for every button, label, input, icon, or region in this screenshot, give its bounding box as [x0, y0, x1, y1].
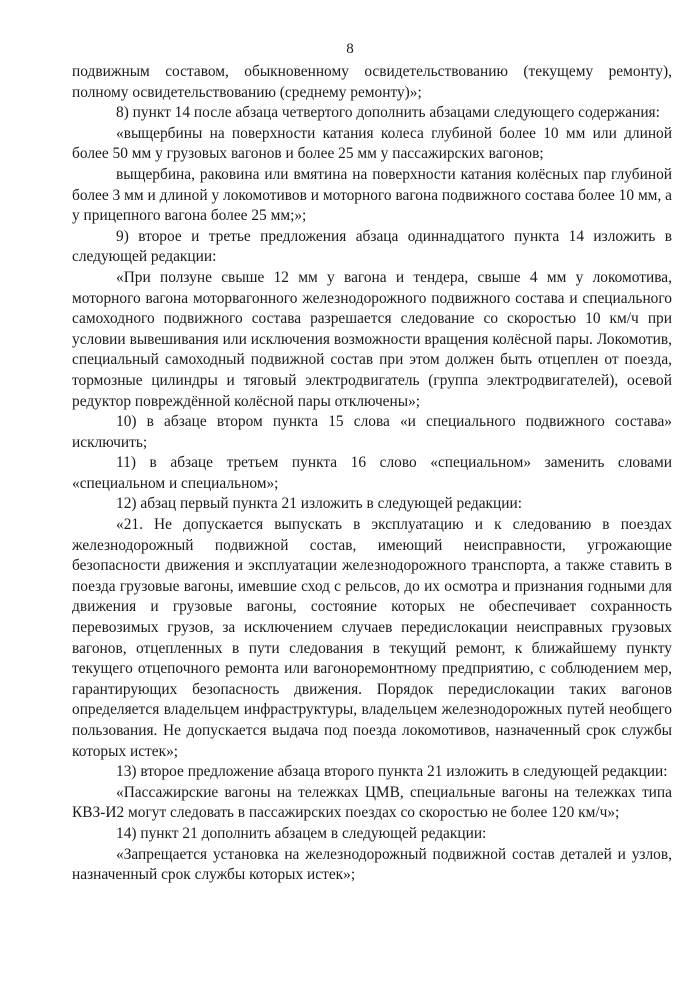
paragraph-quote-21: «21. Не допускается выпускать в эксплуатацию и к следованию в поездах железнодорожный подвижной состав, имеющий неисправности, угрожающие безопасности движения и эксплуатации железнодорожного транспорта, а также ставить в поезда грузовые вагоны, имевшие сход с рельсов, до их осмотра и признания годными для движения и грузовые вагоны, состояние которых не обеспечивает сохранность перевозимых грузов, за исключением случаев передислокации неисправных грузовых вагонов, отцепленных в пути следования в текущий ремонт, к ближайшему пункту текущего отцепочного ремонта или вагоноремонтному предприятию, с соблюдением мер, гарантирующих безопасность движения. Порядок передислокации таких вагонов определяется владельцем инфраструктуры, владельцем железнодорожных путей необщего пользования. Не допускается выдача под поезда локомотивов, назначенный срок службы которых истек»;: [72, 516, 672, 760]
paragraph-item-8: 8) пункт 14 после абзаца четвертого дополнить абзацами следующего содержания:: [116, 104, 660, 122]
paragraph-quote-slider: «При ползуне свыше 12 мм у вагона и тендера, свыше 4 мм у локомотива, моторного вагона моторвагонного железнодорожного подвижного состава и специального самоходного подвижного состава разрешается следование со скоростью 10 км/ч при условии вывешивания или исключения возможности вращения колёсной пары. Локомотив, специальный самоходный подвижной состав при этом должен быть отцеплен от поезда, тормозные цилиндры и тяговый электродвигатель (группа электродвигателей), осевой редуктор повреждённой колёсной пары отключены»;: [72, 268, 672, 410]
page-number: 8: [346, 41, 354, 57]
paragraph-item-14: 14) пункт 21 дополнить абзацем в следующей редакции:: [116, 824, 487, 842]
paragraph-item-13: 13) второе предложение абзаца второго пункта 21 изложить в следующей редакции:: [116, 763, 668, 781]
paragraph-item-9: 9) второе и третье предложения абзаца одиннадцатого пункта 14 изложить в следующей редакции:: [72, 227, 672, 266]
paragraph-quote-passenger-wagons: «Пассажирские вагоны на тележках ЦМВ, специальные вагоны на тележках типа КВЗ-И2 могут следовать в пассажирских поездах со скоростью не более 120 км/ч»;: [72, 783, 672, 822]
paragraph-continuation: подвижным составом, обыкновенному освидетельствованию (текущему ремонту), полному освидетельствованию (среднему ремонту)»;: [72, 63, 672, 101]
paragraph-item-11: 11) в абзаце третьем пункта 16 слово «специальном» заменить словами «специальном и специальном»;: [72, 454, 672, 492]
document-body: [72, 62, 672, 886]
paragraph-item-12: 12) абзац первый пункта 21 изложить в следующей редакции:: [116, 495, 523, 513]
paragraph-quote-chips: «выщербины на поверхности катания колеса глубиной более 10 мм или длиной более 50 мм у грузовых вагонов и более 25 мм у пассажирских вагонов;: [72, 124, 672, 163]
paragraph-quote-dents: выщербина, раковина или вмятина на поверхности катания колёсных пар глубиной более 3 мм и длиной у локомотивов и моторного вагона подвижного состава более 10 мм, а у прицепного вагона более 25 мм;»;: [72, 165, 672, 225]
paragraph-quote-prohibited: «Запрещается установка на железнодорожный подвижной состав деталей и узлов, назначенный срок службы которых истек»;: [72, 845, 672, 884]
paragraph-item-10: 10) в абзаце втором пункта 15 слова «и специального подвижного состава» исключить;: [72, 413, 672, 451]
